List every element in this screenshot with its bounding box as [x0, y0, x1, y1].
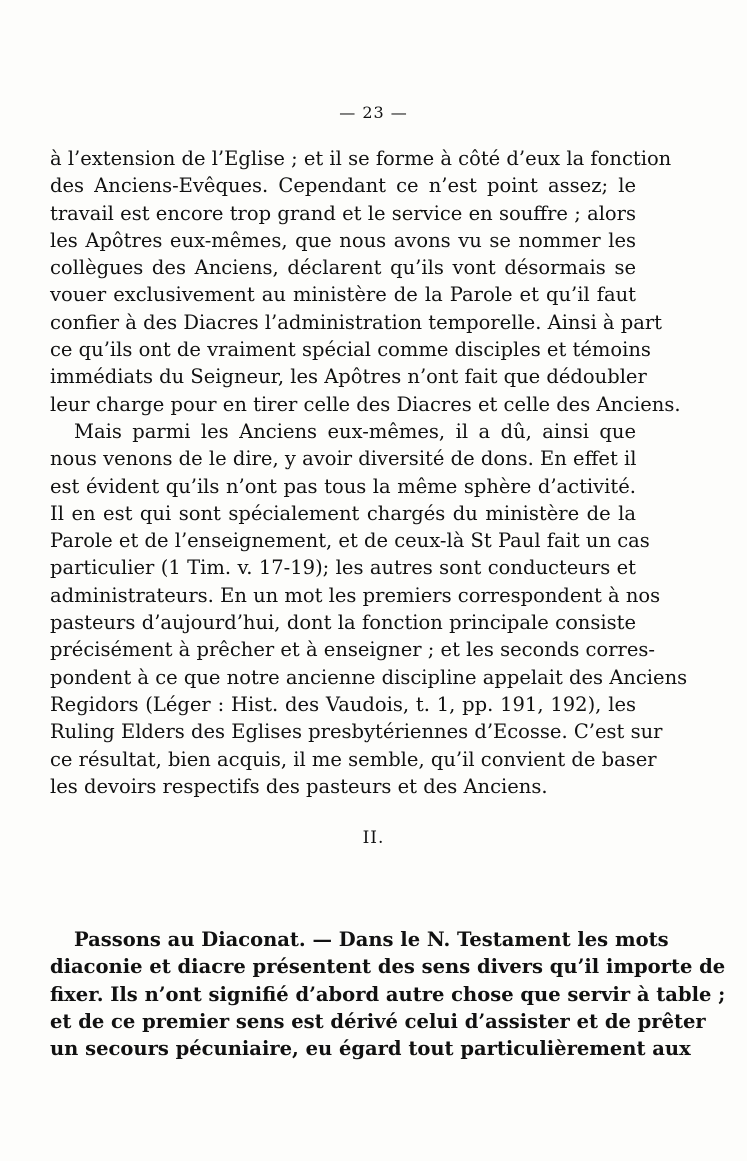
body-text-block-2 [50, 926, 726, 1062]
text-line: Il en est qui sont spécialement chargés du ministère de la [50, 501, 636, 525]
text-line: les Apôtres eux-mêmes, que nous avons vu se nommer les [50, 228, 636, 252]
paragraph-start-line: Passons au Diaconat. — Dans le N. Testament les mots [74, 928, 669, 951]
text-line: ce résultat, bien acquis, il me semble, qu’il convient de baser [50, 747, 657, 771]
text-line: collègues des Anciens, déclarent qu’ils vont désormais se [50, 256, 636, 280]
text-line: précisément à prêcher et à enseigner ; et les seconds corres- [50, 638, 655, 662]
text-line: travail est encore trop grand et le service en souffre ; alors [50, 201, 636, 225]
text-line: nous venons de le dire, y avoir diversité de dons. En effet il [50, 447, 637, 471]
text-line: et de ce premier sens est dérivé celui d’assister et de prêter [50, 1009, 706, 1033]
text-line: un secours pécuniaire, eu égard tout particulièrement aux [50, 1037, 691, 1061]
text-line: est évident qu’ils n’ont pas tous la même sphère d’activité. [50, 474, 636, 498]
text-line: Parole et de l’enseignement, et de ceux-là St Paul fait un cas [50, 529, 650, 553]
body-text-block-1 [50, 145, 688, 800]
section-heading: II. [362, 828, 385, 848]
text-line: vouer exclusivement au ministère de la Parole et qu’il faut [50, 283, 636, 307]
text-line: ce qu’ils ont de vraiment spécial comme disciples et témoins [50, 338, 651, 362]
text-line: diaconie et diacre présentent des sens divers qu’il importe de [50, 955, 726, 979]
text-line: Regidors (Léger : Hist. des Vaudois, t. 1, pp. 191, 192), les [50, 692, 636, 716]
paragraph-start-line: Mais parmi les Anciens eux-mêmes, il a dû, ainsi que [74, 419, 636, 443]
text-line: les devoirs respectifs des pasteurs et des Anciens. [50, 774, 548, 798]
text-line: à l’extension de l’Eglise ; et il se forme à côté d’eux la fonction [50, 147, 672, 170]
text-line: leur charge pour en tirer celle des Diacres et celle des Anciens. [50, 392, 681, 416]
text-line: fixer. Ils n’ont signifié d’abord autre chose que servir à table ; [50, 982, 726, 1006]
text-line: confier à des Diacres l’administration temporelle. Ainsi à part [50, 310, 663, 334]
text-line: immédiats du Seigneur, les Apôtres n’ont fait que dédoubler [50, 365, 647, 389]
text-line: administrateurs. En un mot les premiers correspondent à nos [50, 583, 661, 607]
text-line: pondent à ce que notre ancienne discipline appelait des Anciens [50, 665, 688, 689]
text-line: Ruling Elders des Eglises presbytériennes d’Ecosse. C’est sur [50, 720, 663, 744]
text-line: particulier (1 Tim. v. 17-19); les autres sont conducteurs et [50, 556, 636, 580]
text-line: des Anciens-Evêques. Cependant ce n’est point assez; le [50, 174, 636, 198]
page-number: — 23 — [339, 103, 408, 122]
text-line: pasteurs d’aujourd’hui, dont la fonction principale consiste [50, 611, 636, 635]
